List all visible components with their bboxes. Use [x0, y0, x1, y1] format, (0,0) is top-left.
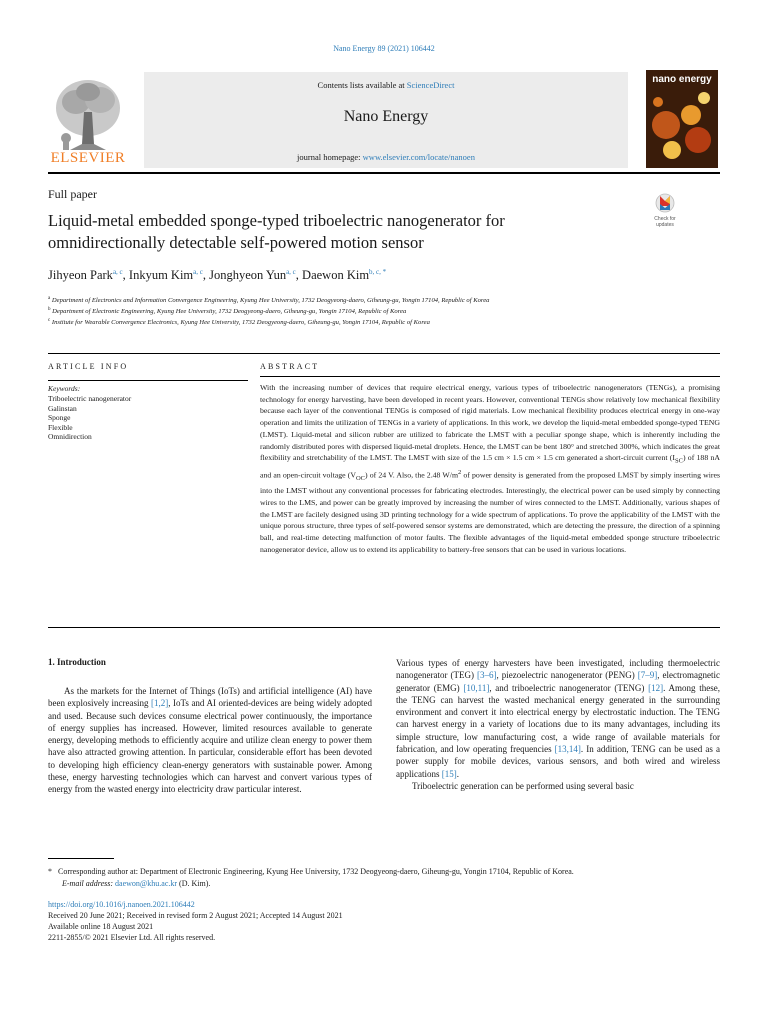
- contents-line: [144, 80, 628, 90]
- cover-title: nano energy: [652, 74, 712, 85]
- author-list: [48, 268, 386, 283]
- abstract-rule: [260, 376, 720, 377]
- sciencedirect-link[interactable]: ScienceDirect: [406, 80, 455, 90]
- citation-link[interactable]: [15]: [441, 768, 457, 779]
- article-info-rule: [48, 380, 248, 381]
- citation-link[interactable]: [10,11]: [463, 682, 490, 693]
- footnote-rule: [48, 858, 114, 859]
- received-dates: Received 20 June 2021; Received in revised form 2 August 2021; Accepted 14 August 2021: [48, 911, 343, 920]
- copyright: 2211-2855/© 2021 Elsevier Ltd. All rights reserved.: [48, 933, 216, 942]
- citation-link[interactable]: [1,2]: [151, 698, 169, 709]
- keyword: Flexible: [48, 422, 73, 432]
- author-3: Jonghyeon Yun$^{a, c}$,: [209, 268, 303, 282]
- citation-link[interactable]: [13,14]: [554, 744, 581, 755]
- keyword: Sponge: [48, 413, 71, 423]
- author-1: Jihyeon Park$^{a, c}$,: [48, 268, 129, 282]
- check-for-updates-label: Check for updates: [654, 216, 676, 228]
- citation-link[interactable]: [12]: [648, 682, 664, 693]
- article-info-heading: ARTICLE INFO: [48, 362, 129, 371]
- section-heading-introduction: 1. Introduction: [48, 657, 106, 667]
- divider-top: [48, 353, 720, 354]
- elsevier-wordmark: ELSEVIER: [50, 150, 126, 166]
- author-2-affil[interactable]: a, c: [193, 268, 203, 276]
- keyword-list: [48, 394, 131, 442]
- intro-column-1: As the markets for the Internet of Things (IoTs) and artificial intelligence (AI) have been explosively increasing [1,2], IoTs and AI oriented-devices are being widely adopted and used. Because such devices consume electrical power continuously, the importance of energy supplies has increased. However, limited resources available to generate energy, developing methods to efficiently acquire and utilize clean energy to power them have also attracted growing attention. In particular, considerable effort has been devoted to developing high efficiency clean-energy generators with sustainable power. Among these, energy harvesting technologies which can harvest and convert various types of energy from the wasted energy into electricity draw particular interest.: [48, 686, 372, 795]
- affiliation-a: $^a$ Department of Electronics and Information Convergence Engineering, Kyung Hee University, 1732 Deogyeong-daero, Giheung-gu, Yongin 17104, Republic of Korea: [48, 296, 490, 304]
- doi-link[interactable]: https://doi.org/10.1016/j.nanoen.2021.106442: [48, 900, 195, 909]
- divider-bottom: [48, 627, 720, 628]
- paper-title: [48, 210, 608, 254]
- affiliation-b: $^b$ Department of Electronic Engineering, Kyung Hee University, 1732 Deogyeong-daero, Giheung-gu, Yongin 17104, Republic of Korea: [48, 307, 407, 315]
- author-2: Inkyum Kim$^{a, c}$,: [128, 268, 210, 282]
- keyword: Omnidirection: [48, 432, 92, 442]
- keywords-label: Keywords:: [48, 384, 81, 393]
- citation-link[interactable]: [3–6]: [477, 670, 497, 681]
- keyword: Galinstan: [48, 403, 77, 413]
- available-online: Available online 18 August 2021: [48, 922, 154, 931]
- citation-link[interactable]: [7–9]: [637, 670, 658, 681]
- affiliation-c: $^c$ Institute for Wearable Convergence Electronics, Kyung Hee University, 1732 Deogyeong-daero, Giheung-gu, Yongin 17104, Republic of Korea: [48, 318, 430, 326]
- corresponding-author-footnote: * Corresponding author at: Department of Electronic Engineering, Kyung Hee University, 1732 Deogyeong-daero, Giheung-gu, Yongin 17104, Republic of Korea. E-mail address: daewon@khu.ac.kr (D. Kim).: [48, 867, 574, 888]
- author-4-affil[interactable]: b, c, *: [369, 268, 387, 276]
- abstract-text: With the increasing number of devices that require electrical energy, various types of triboelectric nanogenerators (TENGs), a promising technology for energy harvesting, have been developed in recent years. However, conventional TENGs show relatively low mechanical flexibility because each layer of the conventional TENGs is composed of rigid materials. Low mechanical flexibility produces electrical energy in one-way operation and limits the utilization of TENGs in a variety of applications. In this work, we develop the liquid-metal embedded sponge-typed TENG (LMST). Liquid-metal and silicon rubber are utilized to fabricate the LMST with a peculiar sponge shape, which is inherently including the randomly distributed pores with dispersed liquid-metal droplets. Hence, the LMST can be bent 180° and stretched 300%, which indicates the great flexibility and stretchability of the LMST. The LMST with size of the 1.5 cm × 1.5 cm × 1.5 cm generated a short-circuit current $(I_{SC})$ of 188 nA and an open-circuit voltage $(V_{OC})$ of 24 V. Also, the 2.48 $W/m^2$ of power density is generated from the proposed LMST by simply inserting wires into the LMST without any conventional processes for fabricating electrodes. Interestingly, the electrical power can be used simply by connecting wires to the LMS, and power can be greatly improved by increasing the number of wires connected to the LMST. Additionally, various shapes of the LMST are facilely designed using 3D printing technology for a wide spectrum of applications. To prove the applicability of the LMST with the unique porous structure, three types of self-powered sensor systems are demonstrated, which are detecting the pressure, the direction of a spinning ball, and real-time detecting malfunction of motor faults. The flexible advantages of the liquid-metal embedded sponge structure triboelectric nanogenerator device, allow us to extend its applicability to battery-free sensors that can be used in various locations.: [260, 383, 721, 554]
- journal-reference[interactable]: Nano Energy 89 (2021) 106442: [333, 44, 435, 53]
- author-3-affil[interactable]: a, c: [286, 268, 296, 276]
- contents-prefix: Contents lists available at: [317, 80, 407, 90]
- intro-continuation: Triboelectric generation can be performed using several basic: [412, 780, 634, 791]
- homepage-link[interactable]: www.elsevier.com/locate/nanoen: [362, 152, 475, 162]
- header-rule: [48, 172, 720, 174]
- title-line-2: omnidirectionally detectable self-powered motion sensor: [48, 233, 424, 252]
- author-email-link[interactable]: daewon@khu.ac.kr: [115, 879, 178, 888]
- author-1-affil[interactable]: a, c: [112, 268, 123, 276]
- paper-type: Full paper: [48, 187, 97, 201]
- journal-homepage: [144, 152, 628, 162]
- journal-cover[interactable]: [646, 70, 718, 168]
- author-4: Daewon Kim$^{b, c, *}$: [302, 268, 387, 282]
- title-line-1: Liquid-metal embedded sponge-typed triboelectric nanogenerator for: [48, 211, 505, 230]
- abstract-heading: ABSTRACT: [260, 362, 320, 371]
- intro-column-2: Various types of energy harvesters have been investigated, including thermoelectric nanogenerator (TEG) [3–6], piezoelectric nanogenerator (PENG) [7–9], electromagnetic generator (EMG) [10,11], and triboelectric nanogenerator (TENG) [12]. Among these, the TENG can harvest the wasted mechanical energy generated in the surrounding environment and convert it into electrical energy by electrostatic induction. The TENG can harvest energy in a variety of locations due to its many advantages, including its simple structure, low manufacturing cost, a wide range of available materials for fabrication, and low operating frequencies [13,14]. In addition, TENG can be used as a power supply for mobile devices, various sensors, and both wired and wireless applications [15]. Triboelectric generation can be performed using several basic: [396, 658, 721, 791]
- homepage-label: journal homepage:: [297, 152, 363, 162]
- publication-info: [48, 899, 343, 943]
- keyword: Triboelectric nanogenerator: [48, 394, 132, 403]
- journal-title: Nano Energy: [343, 108, 429, 125]
